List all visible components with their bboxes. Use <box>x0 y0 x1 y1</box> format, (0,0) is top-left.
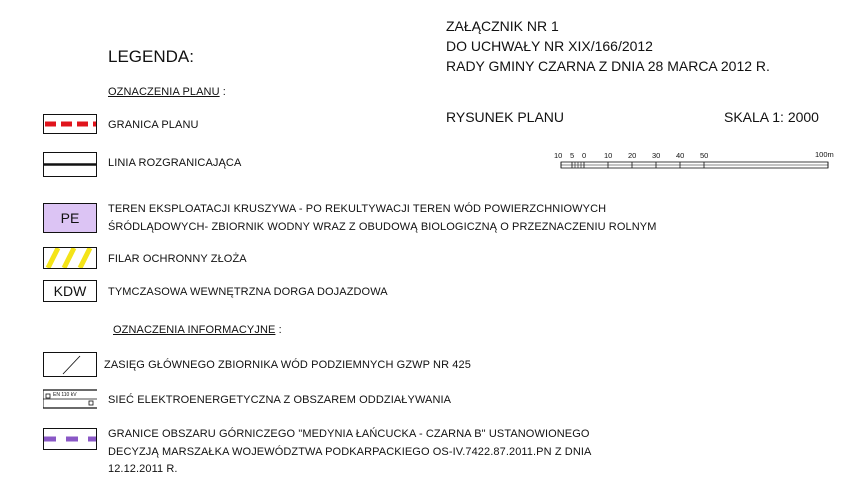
council-date: RADY GMINY CZARNA Z DNIA 28 MARCA 2012 R. <box>446 58 770 74</box>
scale-tick-label: 30 <box>652 151 661 160</box>
gzwp-label: ZASIĘG GŁÓWNEGO ZBIORNIKA WÓD PODZIEMNYCH GZWP NR 425 <box>104 359 471 371</box>
power-network-symbol <box>43 389 97 409</box>
kdw-code: KDW <box>53 283 87 299</box>
mining-area-label-line1: GRANICE OBSZARU GÓRNICZEGO "MEDYNIA ŁAŃCUCKA - CZARNA B" USTANOWIONEGO <box>108 428 590 440</box>
delimitation-line-label: LINIA ROZGRANICAJĄCA <box>108 157 242 169</box>
scale-tick-label: 100m <box>815 150 834 159</box>
resolution-number: DO UCHWAŁY NR XIX/166/2012 <box>446 38 653 54</box>
pe-area-label-line1: TEREN EKSPLOATACJI KRUSZYWA - PO REKULTYWACJI TEREN WÓD POWIERZCHNIOWYCH <box>108 203 607 215</box>
mining-area-symbol <box>43 428 97 450</box>
mining-area-label-line2: DECYZJĄ MARSZAŁKA WOJEWÓDZTWA PODKARPACKIEGO OS-IV.7422.87.2011.PN Z DNIA <box>108 446 592 458</box>
scale-tick-label: 10 <box>604 151 613 160</box>
scale-tick-label: 0 <box>582 151 587 160</box>
gzwp-symbol <box>43 352 97 377</box>
kdw-symbol <box>43 280 97 302</box>
scale-tick-label: 10 <box>554 151 563 160</box>
drawing-title: RYSUNEK PLANU <box>446 109 565 125</box>
plan-section-colon: : <box>222 86 226 98</box>
info-section-label: OZNACZENIA INFORMACYJNE <box>113 324 276 336</box>
kdw-label: TYMCZASOWA WEWNĘTRZNA DORGA DOJAZDOWA <box>108 286 388 298</box>
protective-pillar-label: FILAR OCHRONNY ZŁOŻA <box>108 253 247 265</box>
plan-section-label: OZNACZENIA PLANU <box>108 86 220 98</box>
scale-label: SKALA 1: 2000 <box>724 109 819 125</box>
protective-pillar-symbol <box>43 247 97 269</box>
power-network-code: EN 110 kV <box>53 392 77 398</box>
pe-code: PE <box>60 210 80 226</box>
scale-bar <box>550 148 840 176</box>
info-section-colon: : <box>278 324 282 336</box>
plan-section-heading <box>108 86 226 98</box>
power-network-label: SIEĆ ELEKTROENERGETYCZNA Z OBSZAREM ODDZIAŁYWANIA <box>108 394 452 406</box>
annex-number: ZAŁĄCZNIK NR 1 <box>446 18 559 34</box>
scale-tick-label: 5 <box>570 151 575 160</box>
scale-tick-label: 40 <box>676 151 685 160</box>
delimitation-line-symbol <box>43 152 97 177</box>
plan-boundary-symbol <box>43 114 97 134</box>
pe-area-label-line2: ŚRÓDLĄDOWYCH- ZBIORNIK WODNY WRAZ Z OBUDOWĄ BIOLOGICZNĄ O PRZEZNACZENIU ROLNYM <box>108 221 657 233</box>
mining-area-label-line3: 12.12.2011 R. <box>108 463 178 475</box>
scale-tick-label: 20 <box>628 151 637 160</box>
legend-title: LEGENDA: <box>108 47 194 66</box>
pe-area-symbol <box>43 203 97 233</box>
plan-boundary-label: GRANICA PLANU <box>108 119 199 131</box>
info-section-heading <box>113 324 282 336</box>
scale-tick-label: 50 <box>700 151 709 160</box>
